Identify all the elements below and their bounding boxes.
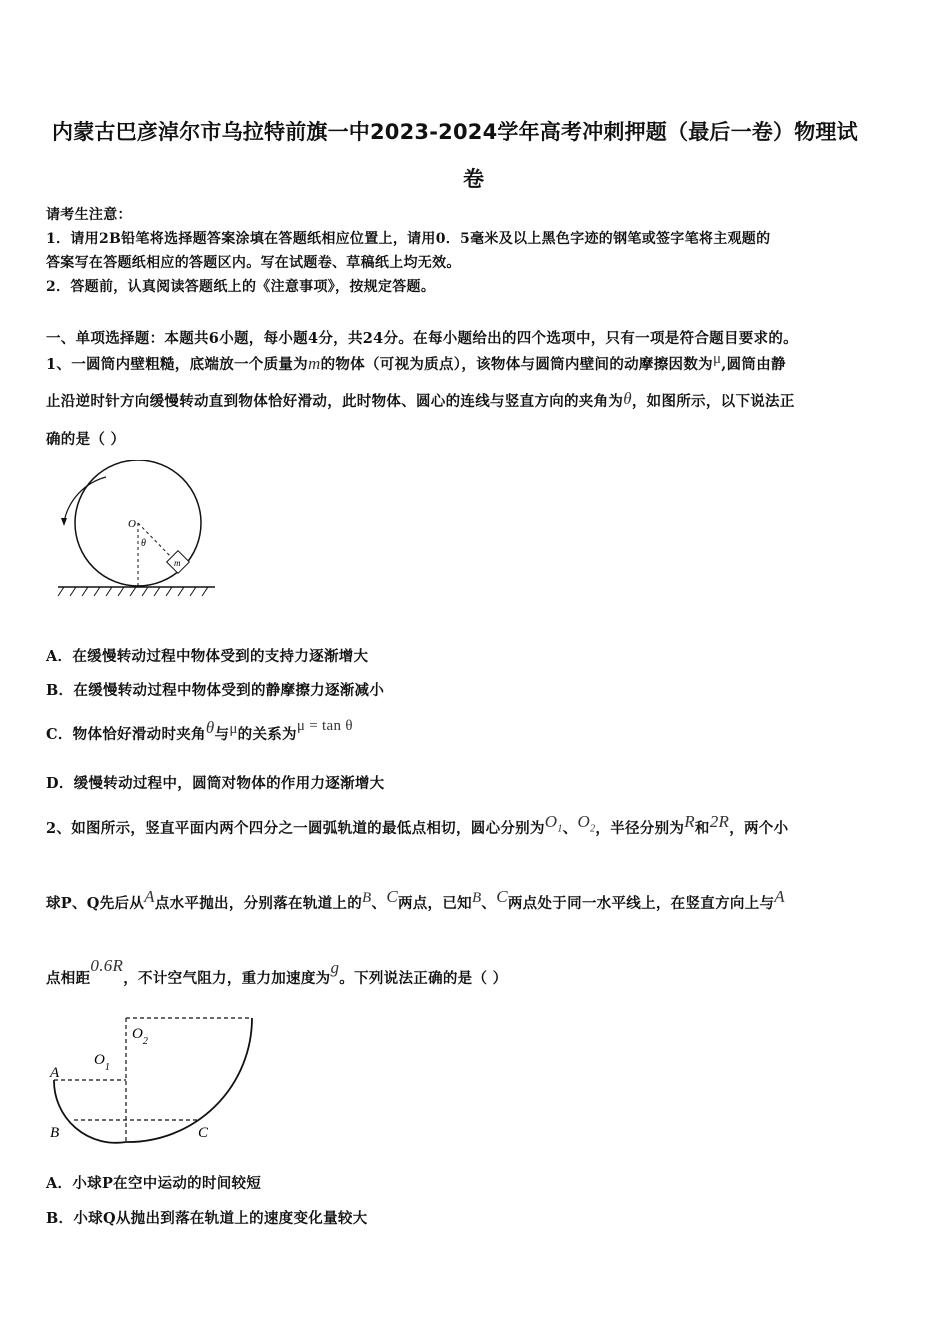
q2-option-b: B．小球Q从抛出到落在轨道上的速度变化量较大 [46, 1210, 368, 1227]
q1-option-c-text: 与 [214, 726, 230, 743]
q2-text: 2、如图所示，竖直平面内两个四分之一圆弧轨道的最低点相切，圆心分别为 [46, 820, 545, 837]
q2-option-a: A．小球P在空中运动的时间较短 [46, 1175, 262, 1192]
q1-text: ,圆筒由静 [721, 356, 786, 373]
arc-track-figure [48, 1014, 258, 1154]
notice-item1-a: 1．请用2B铅笔将选择题答案涂填在答题纸相应位置上，请用0．5毫米及以上黑色字迹的钢笔或签字笔将主观题的 [46, 231, 771, 247]
label-O2: $O_2$ [132, 1026, 148, 1047]
q1-text: 止沿逆时针方向缓慢转动直到物体恰好滑动，此时物体、圆心的连线与竖直方向的夹角为 [46, 393, 624, 410]
q2-text: 、 [562, 820, 578, 837]
page-title-line2: 卷 [463, 167, 485, 191]
label-theta: θ [141, 538, 146, 549]
q2-text: ，半径分别为 [595, 820, 685, 837]
q2-text: 两点，已知 [397, 895, 472, 912]
q2-text: 点相距 [46, 970, 91, 987]
section-heading: 一、单项选择题：本题共6小题，每小题4分，共24分。在每小题给出的四个选项中，只有一项是符合题目要求的。 [46, 330, 798, 347]
q1-option-b: B．在缓慢转动过程中物体受到的静摩擦力逐渐减小 [46, 682, 385, 699]
q2-text: 和 [694, 820, 710, 837]
page-title-line1: 内蒙古巴彦淖尔市乌拉特前旗一中2023-2024学年高考冲刺押题（最后一卷）物理试 [52, 120, 858, 144]
g-symbol: g [330, 958, 340, 977]
rotation-arrow [64, 477, 106, 522]
ground-hatching [58, 587, 208, 596]
q1-line3: 确的是（ ） [46, 431, 126, 448]
label-B: B [50, 1125, 60, 1141]
mu-symbol: μ [229, 721, 238, 737]
2R-symbol: 2R [709, 812, 730, 831]
q2-text: 点水平抛出，分别落在轨道上的 [154, 895, 363, 912]
q1-option-c [46, 718, 353, 744]
q1-text: 1、一圆筒内壁粗糙，底端放一个质量为 [46, 356, 308, 373]
notice-item1-b: 答案写在答题纸相应的答题区内。写在试题卷、草稿纸上均无效。 [46, 255, 461, 271]
label-O: O [128, 518, 136, 530]
q2-text: 两点处于同一水平线上，在竖直方向上与 [507, 895, 775, 912]
label-A: A [50, 1065, 60, 1081]
q1-option-d: D．缓慢转动过程中，圆筒对物体的作用力逐渐增大 [46, 775, 385, 792]
q2-text: ，两个小 [729, 820, 789, 837]
label-m: m [174, 558, 181, 568]
q1-option-a: A．在缓慢转动过程中物体受到的支持力逐渐增大 [46, 648, 369, 665]
cylinder-figure [50, 460, 220, 610]
label-O1: $O_1$ [94, 1052, 110, 1073]
mass-symbol: m [308, 354, 321, 373]
rotation-arrow-head [61, 518, 67, 526]
q1-option-c-text: 的关系为 [237, 726, 297, 743]
q2-text: 球P、Q先后从 [46, 895, 145, 912]
B-symbol: B [362, 890, 372, 906]
q1-option-c-text: C．物体恰好滑动时夹角 [46, 726, 206, 743]
C-symbol: C [386, 887, 398, 906]
label-C: C [198, 1125, 209, 1141]
distance-0-6R: 0.6R [90, 956, 124, 975]
formula-mu-tan-theta: μ = tan θ [296, 718, 353, 734]
q2-line3 [46, 956, 508, 988]
q1-text: 的物体（可视为质点），该物体与圆筒内壁间的动摩擦因数为 [320, 356, 713, 373]
mu-symbol: μ [712, 351, 722, 367]
theta-symbol: θ [205, 718, 215, 737]
theta-symbol: θ [623, 389, 632, 408]
small-arc-track [54, 1080, 126, 1143]
B-symbol: B [471, 890, 482, 906]
R-symbol: R [684, 812, 695, 831]
A-symbol: A [774, 887, 785, 906]
q1-line2 [46, 390, 795, 411]
O2-symbol: $O_2$ [577, 812, 596, 835]
A-symbol: A [144, 887, 155, 906]
q2-text: 、 [371, 895, 387, 912]
q2-line2 [46, 887, 785, 913]
q2-text: 、 [481, 895, 497, 912]
notice-heading: 请考生注意： [46, 207, 132, 223]
O1-symbol: $O_1$ [544, 812, 563, 835]
notice-item2: 2．答题前，认真阅读答题纸上的《注意事项》，按规定答题。 [46, 279, 436, 295]
q1-line1 [46, 353, 786, 374]
q2-text: ，不计空气阻力，重力加速度为 [123, 970, 331, 987]
q2-text: 。下列说法正确的是（ ） [339, 970, 508, 987]
C-symbol: C [496, 887, 508, 906]
q1-text: ，如图所示，以下说法正 [631, 393, 795, 410]
q2-line1 [46, 812, 789, 840]
